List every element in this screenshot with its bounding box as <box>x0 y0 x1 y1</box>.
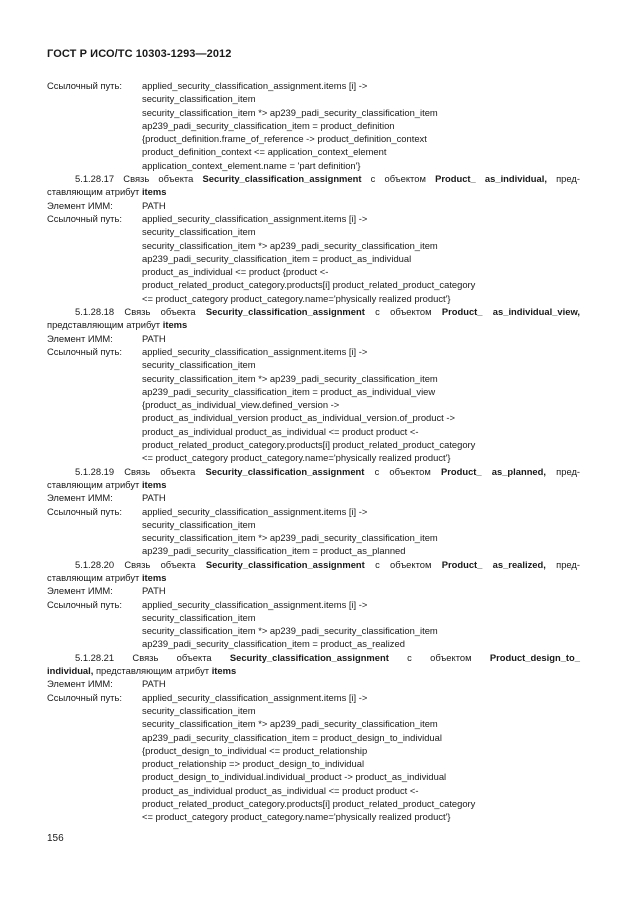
path-text: product_relationship => product_design_to_individual <box>142 758 365 770</box>
heading-text: Связь объекта <box>123 173 194 185</box>
path-line <box>47 531 580 544</box>
aim-element-value: PATH <box>142 678 166 690</box>
path-text: security_classification_item *> ap239_padi_security_classification_item <box>142 532 438 544</box>
path-line <box>47 770 580 783</box>
path-text: security_classification_item <box>142 518 256 530</box>
heading-line-2 <box>47 571 580 584</box>
path-text: <= product_category product_category.name='physically realized product'} <box>142 292 451 304</box>
path-line <box>47 544 580 557</box>
path-line <box>47 731 580 744</box>
path-text: ap239_padi_security_classification_item = product_as_individual_view <box>142 385 436 397</box>
path-line <box>47 398 580 411</box>
ref-path-label: Ссылочный путь: <box>47 505 122 517</box>
path-line <box>47 797 580 810</box>
path-line <box>47 79 580 92</box>
section-number: 5.1.28.17 <box>75 173 115 185</box>
path-text: ap239_padi_security_classification_item = product_as_individual <box>142 252 412 264</box>
ref-path-label: Ссылочный путь: <box>47 80 122 91</box>
heading-line-1 <box>47 651 580 664</box>
path-line <box>47 239 580 252</box>
aim-element-label: Элемент ИММ: <box>47 585 113 597</box>
attribute-name: items <box>141 478 167 490</box>
path-text: {product_as_individual_view.defined_version -> <box>142 399 340 411</box>
heading-text: представляющим атрибут <box>95 665 210 677</box>
path-text: security_classification_item <box>142 704 256 716</box>
aim-element-label: Элемент ИММ: <box>47 492 113 504</box>
document-body <box>47 79 580 824</box>
section-number: 5.1.28.20 <box>75 558 115 570</box>
path-line <box>47 411 580 424</box>
heading-line-1 <box>47 558 580 571</box>
heading-tail: пред- <box>556 173 580 185</box>
path-line <box>47 438 580 451</box>
path-text: security_classification_item *> ap239_padi_security_classification_item <box>142 239 438 251</box>
path-line <box>47 358 580 371</box>
aim-element-label: Элемент ИММ: <box>47 332 113 344</box>
heading-text: ставляющим атрибут <box>47 571 140 583</box>
heading-line-2 <box>47 478 580 491</box>
aim-element-line <box>47 332 580 345</box>
heading-text: с объектом <box>370 173 426 185</box>
heading-text: Связь объекта <box>124 306 196 318</box>
path-line <box>47 691 580 704</box>
path-line <box>47 145 580 158</box>
entity-name: Security_classification_assignment <box>229 651 389 663</box>
heading-text: с объектом <box>375 306 432 318</box>
heading-text: Связь объекта <box>124 558 196 570</box>
heading-text: представляющим атрибут <box>47 319 161 331</box>
path-text: security_classification_item <box>142 359 256 371</box>
path-line <box>47 637 580 650</box>
path-text: product_definition_context <= application_context_element <box>142 146 387 158</box>
section-heading <box>47 305 580 332</box>
path-line <box>47 717 580 730</box>
path-text: ap239_padi_security_classification_item = product_design_to_individual <box>142 731 442 743</box>
heading-tail: пред- <box>556 558 581 570</box>
path-text: applied_security_classification_assignment.items [i] -> <box>142 505 368 517</box>
path-text: applied_security_classification_assignment.items [i] -> <box>142 212 368 224</box>
path-line <box>47 624 580 637</box>
path-line <box>47 425 580 438</box>
target-entity-name: Product_ as_individual_view, <box>441 306 580 318</box>
path-text: product_design_to_individual.individual_product -> product_as_individual <box>142 771 447 783</box>
ref-path-label: Ссылочный путь: <box>47 212 122 224</box>
path-line <box>47 518 580 531</box>
attribute-name: items <box>141 186 167 198</box>
heading-text: ставляющим атрибут <box>47 478 140 490</box>
section-heading <box>47 465 580 492</box>
path-line <box>47 292 580 305</box>
heading-text: Связь объекта <box>124 465 196 477</box>
aim-element-value: PATH <box>142 332 166 344</box>
heading-text: с объектом <box>374 465 431 477</box>
path-text: security_classification_item *> ap239_padi_security_classification_item <box>142 625 438 637</box>
path-text: product_related_product_category.products[i] product_related_product_category <box>142 439 476 451</box>
heading-text: с объектом <box>407 651 472 663</box>
attribute-name: items <box>162 319 188 331</box>
heading-line-1 <box>47 172 580 185</box>
aim-element-line <box>47 584 580 597</box>
target-entity-name: Product_design_to_ <box>489 651 580 663</box>
ref-path-label: Ссылочный путь: <box>47 691 122 703</box>
aim-element-value: PATH <box>142 492 166 504</box>
section-number: 5.1.28.21 <box>75 651 115 663</box>
attribute-name: items <box>141 571 167 583</box>
path-text: security_classification_item *> ap239_padi_security_classification_item <box>142 718 438 730</box>
aim-element-line <box>47 677 580 690</box>
path-text: security_classification_item <box>142 93 256 105</box>
path-text: product_related_product_category.products[i] product_related_product_category <box>142 798 476 810</box>
section-heading <box>47 651 580 678</box>
path-text: security_classification_item *> ap239_padi_security_classification_item <box>142 106 438 118</box>
path-line <box>47 106 580 119</box>
aim-element-line <box>47 199 580 212</box>
target-entity-name: Product_ as_planned, <box>441 465 546 477</box>
target-entity-name: Product_ as_realized, <box>441 558 546 570</box>
path-line <box>47 265 580 278</box>
path-text: applied_security_classification_assignment.items [i] -> <box>142 691 368 703</box>
heading-text: Связь объекта <box>132 651 212 663</box>
path-text: product_as_individual product_as_individual <= product product <- <box>142 784 419 796</box>
path-line <box>47 212 580 225</box>
path-line <box>47 119 580 132</box>
path-line <box>47 345 580 358</box>
page-number: 156 <box>47 833 64 844</box>
path-line <box>47 704 580 717</box>
heading-tail: пред- <box>556 465 581 477</box>
path-text: ap239_padi_security_classification_item = product_as_planned <box>142 545 406 557</box>
heading-text: с объектом <box>375 558 432 570</box>
page-header: ГОСТ Р ИСО/ТС 10303-1293—2012 <box>47 48 232 60</box>
aim-element-line <box>47 491 580 504</box>
section-heading <box>47 558 580 585</box>
target-entity-name-cont: individual, <box>47 665 94 677</box>
path-text: applied_security_classification_assignment.items [i] -> <box>142 345 368 357</box>
path-line <box>47 611 580 624</box>
path-text: product_as_individual <= product {product <- <box>142 266 329 278</box>
path-line <box>47 278 580 291</box>
path-text: {product_definition.frame_of_reference -> product_definition_context <box>142 133 427 145</box>
aim-element-label: Элемент ИММ: <box>47 199 113 211</box>
path-line <box>47 757 580 770</box>
heading-line-2 <box>47 318 580 331</box>
path-line <box>47 385 580 398</box>
aim-element-value: PATH <box>142 199 166 211</box>
path-line <box>47 810 580 823</box>
path-line <box>47 598 580 611</box>
path-text: ap239_padi_security_classification_item = product_definition <box>142 119 395 131</box>
path-line <box>47 744 580 757</box>
path-text: product_as_individual_version product_as_individual_version.of_product -> <box>142 412 455 424</box>
path-text: application_context_element.name = 'part definition'} <box>142 159 361 171</box>
path-text: <= product_category product_category.name='physically realized product'} <box>142 811 451 823</box>
ref-path-label: Ссылочный путь: <box>47 345 122 357</box>
heading-line-1 <box>47 305 580 318</box>
path-text: applied_security_classification_assignment.items [i] -> <box>142 80 368 91</box>
path-line <box>47 159 580 172</box>
entity-name: Security_classification_assignment <box>202 173 362 185</box>
path-text: <= product_category product_category.name='physically realized product'} <box>142 452 451 464</box>
heading-text: ставляющим атрибут <box>47 186 140 198</box>
path-line <box>47 784 580 797</box>
path-text: security_classification_item <box>142 611 256 623</box>
path-line <box>47 132 580 145</box>
target-entity-name: Product_ as_individual, <box>435 173 547 185</box>
ref-path-label: Ссылочный путь: <box>47 598 122 610</box>
entity-name: Security_classification_assignment <box>205 465 365 477</box>
path-line <box>47 252 580 265</box>
path-text: security_classification_item *> ap239_padi_security_classification_item <box>142 372 438 384</box>
path-text: product_related_product_category.products[i] product_related_product_category <box>142 279 476 291</box>
path-line <box>47 372 580 385</box>
aim-element-label: Элемент ИММ: <box>47 678 113 690</box>
attribute-name: items <box>211 665 237 677</box>
path-text: product_as_individual product_as_individual <= product product <- <box>142 425 419 437</box>
path-text: ap239_padi_security_classification_item = product_as_realized <box>142 638 405 650</box>
heading-line-2 <box>47 185 580 198</box>
path-line <box>47 451 580 464</box>
path-line <box>47 505 580 518</box>
section-number: 5.1.28.18 <box>75 306 115 318</box>
heading-line-2 <box>47 664 580 677</box>
entity-name: Security_classification_assignment <box>205 558 365 570</box>
entity-name: Security_classification_assignment <box>205 306 365 318</box>
path-line <box>47 225 580 238</box>
path-text: {product_design_to_individual <= product_relationship <box>142 744 368 756</box>
path-text: security_classification_item <box>142 226 256 238</box>
path-text: applied_security_classification_assignment.items [i] -> <box>142 598 368 610</box>
section-heading <box>47 172 580 199</box>
path-line <box>47 92 580 105</box>
heading-line-1 <box>47 465 580 478</box>
aim-element-value: PATH <box>142 585 166 597</box>
section-number: 5.1.28.19 <box>75 465 115 477</box>
